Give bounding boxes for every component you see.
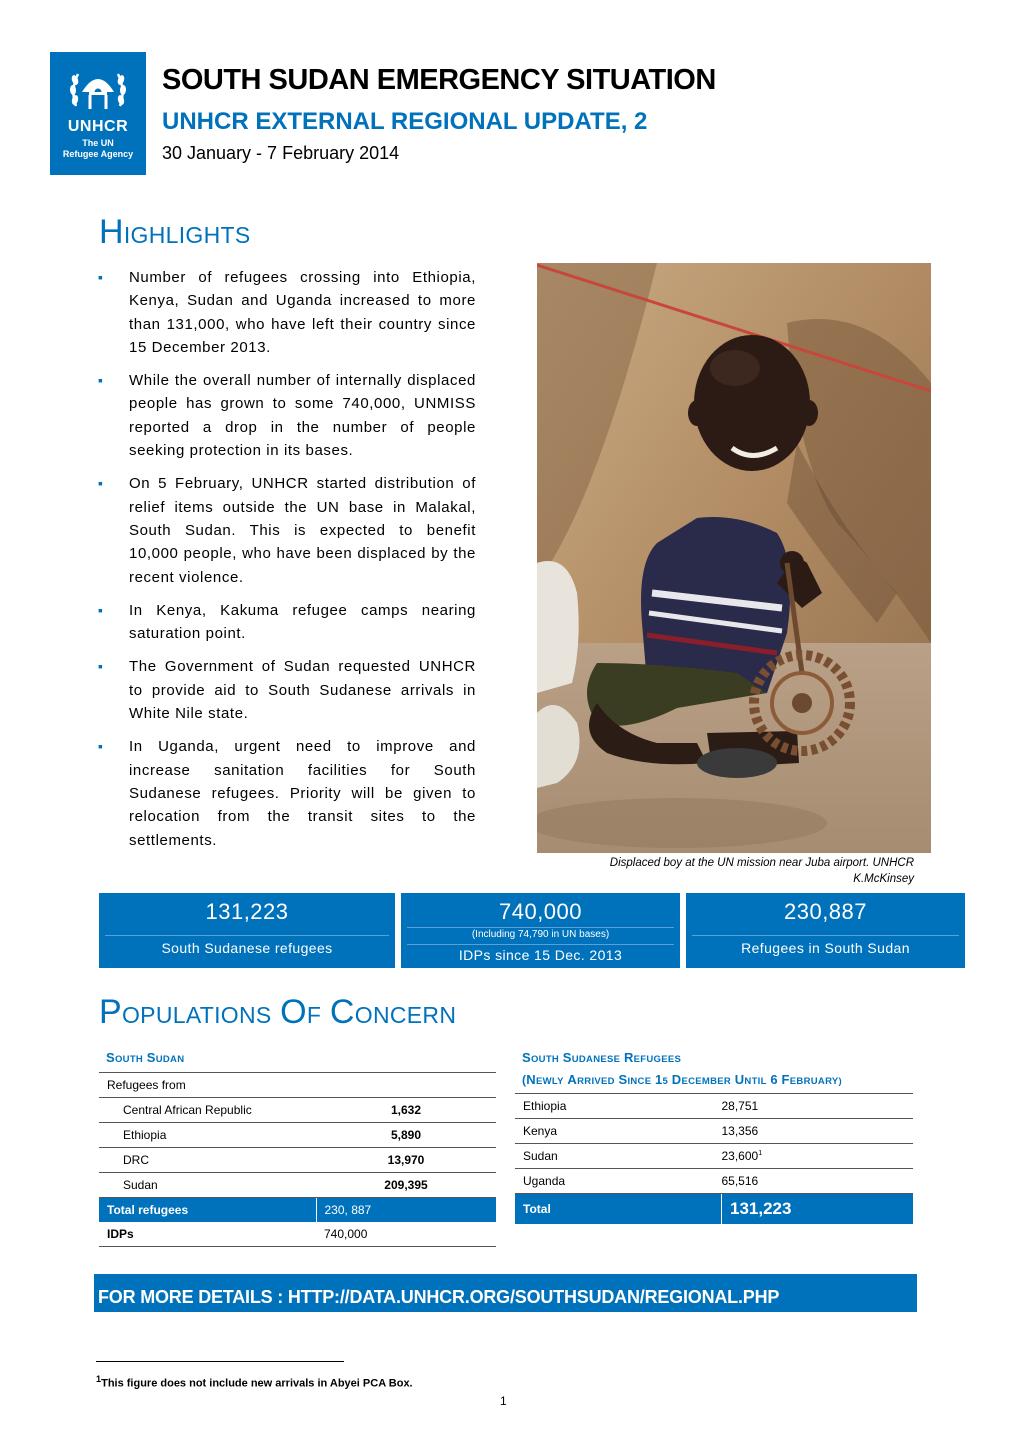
stat-box-idps: [401, 893, 680, 968]
highlight-item: ▪ In Uganda, urgent need to improve and increase sanitation facilities for South Sudanese refugees. Priority will be given to relocation from the transit sites to the settlements.: [98, 735, 476, 851]
logo-subtitle: The UN Refugee Agency: [62, 138, 134, 159]
bullet-icon: ▪: [98, 475, 104, 492]
populations-heading: POPULATIONS OF CONCERN: [99, 993, 457, 1031]
stat-note: (Including 74,790 in UN bases): [471, 929, 610, 940]
table-row: Ethiopia 5,890: [99, 1123, 496, 1148]
table-total-row: Total refugees 230, 887: [99, 1198, 496, 1223]
logo-text: UNHCR: [67, 118, 129, 135]
highlight-item: ▪ The Government of Sudan requested UNHCR to provide aid to South Sudanese arrivals in White Nile state.: [98, 655, 476, 725]
table-row: Kenya 13,356: [515, 1119, 913, 1144]
stat-label: IDPs since 15 Dec. 2013: [458, 947, 623, 963]
photo-displaced-boy: [537, 263, 931, 853]
highlights-list: [98, 266, 476, 862]
footnote: $^1$This figure does not include new arrivals in Abyei PCA Box.: [96, 1374, 413, 1390]
highlights-heading-text: HIGHLIGHTS: [99, 213, 251, 251]
highlight-item: ▪ Number of refugees crossing into Ethiopia, Kenya, Sudan and Uganda increased to more than 131,000, who have left their country since 15 December 2013.: [98, 266, 476, 359]
table-row: Sudan 23,600$^1$: [515, 1144, 913, 1169]
bullet-icon: ▪: [98, 601, 104, 618]
report-subtitle: UNHCR EXTERNAL REGIONAL UPDATE, 2: [162, 108, 648, 135]
refugees-table-caption: SOUTH SUDANESE REFUGEES: [522, 1050, 682, 1065]
table-row: DRC 13,970: [99, 1148, 496, 1173]
table-row: Central African Republic 1,632: [99, 1098, 496, 1123]
refugees-table-subcaption: (NEWLY ARRIVED SINCE 15 DECEMBER UNTIL 6 FEBRUARY): [522, 1072, 842, 1087]
highlight-item: ▪ While the overall number of internally displaced people has grown to some 740,000, UNMISS reported a drop in the number of people seeking protection in its bases.: [98, 369, 476, 462]
bullet-icon: ▪: [98, 372, 104, 389]
table-row: Sudan 209,395: [99, 1173, 496, 1198]
highlight-item: ▪ On 5 February, UNHCR started distribution of relief items outside the UN base in Malakal, South Sudan. This is expected to benefit 10,000 people, who have been displaced by the recent violence.: [98, 472, 476, 588]
south-sudan-table: [99, 1072, 496, 1247]
bullet-icon: ▪: [98, 269, 104, 285]
table-total-row: Total 131,223: [515, 1194, 913, 1225]
unhcr-emblem-icon: [66, 62, 130, 118]
stat-box-refugees: [99, 893, 395, 968]
bullet-icon: ▪: [98, 658, 104, 675]
table-row: IDPs 740,000: [99, 1222, 496, 1247]
unhcr-logo: [50, 52, 146, 175]
highlights-heading: [99, 213, 251, 252]
stat-number: 131,223: [205, 899, 289, 924]
page-number: 1: [500, 1394, 507, 1408]
more-details-banner: [94, 1274, 917, 1312]
footnote-divider: [96, 1361, 344, 1362]
stat-label: South Sudanese refugees: [161, 940, 333, 956]
south-sudan-table-caption: SOUTH SUDAN: [106, 1050, 185, 1065]
table-group-row: Refugees from: [99, 1073, 496, 1098]
report-title: SOUTH SUDAN EMERGENCY SITUATION: [162, 64, 716, 96]
refugees-table: [515, 1093, 913, 1224]
stat-label: Refugees in South Sudan: [741, 940, 910, 956]
more-details-link[interactable]: FOR MORE DETAILS : HTTP://DATA.UNHCR.ORG/SOUTHSUDAN/REGIONAL.PHP: [98, 1287, 780, 1307]
highlight-item: ▪ In Kenya, Kakuma refugee camps nearing saturation point.: [98, 599, 476, 646]
stat-number: 230,887: [783, 899, 868, 924]
stat-number: 740,000: [498, 899, 583, 924]
table-row: Ethiopia 28,751: [515, 1094, 913, 1119]
report-date: 30 January - 7 February 2014: [162, 143, 400, 163]
bullet-icon: ▪: [98, 738, 104, 755]
photo-caption: Displaced boy at the UN mission near Juba airport. UNHCR K.McKinsey: [609, 857, 914, 885]
stat-box-refugees-in-south-sudan: [686, 893, 965, 968]
table-row: Uganda 65,516: [515, 1169, 913, 1194]
